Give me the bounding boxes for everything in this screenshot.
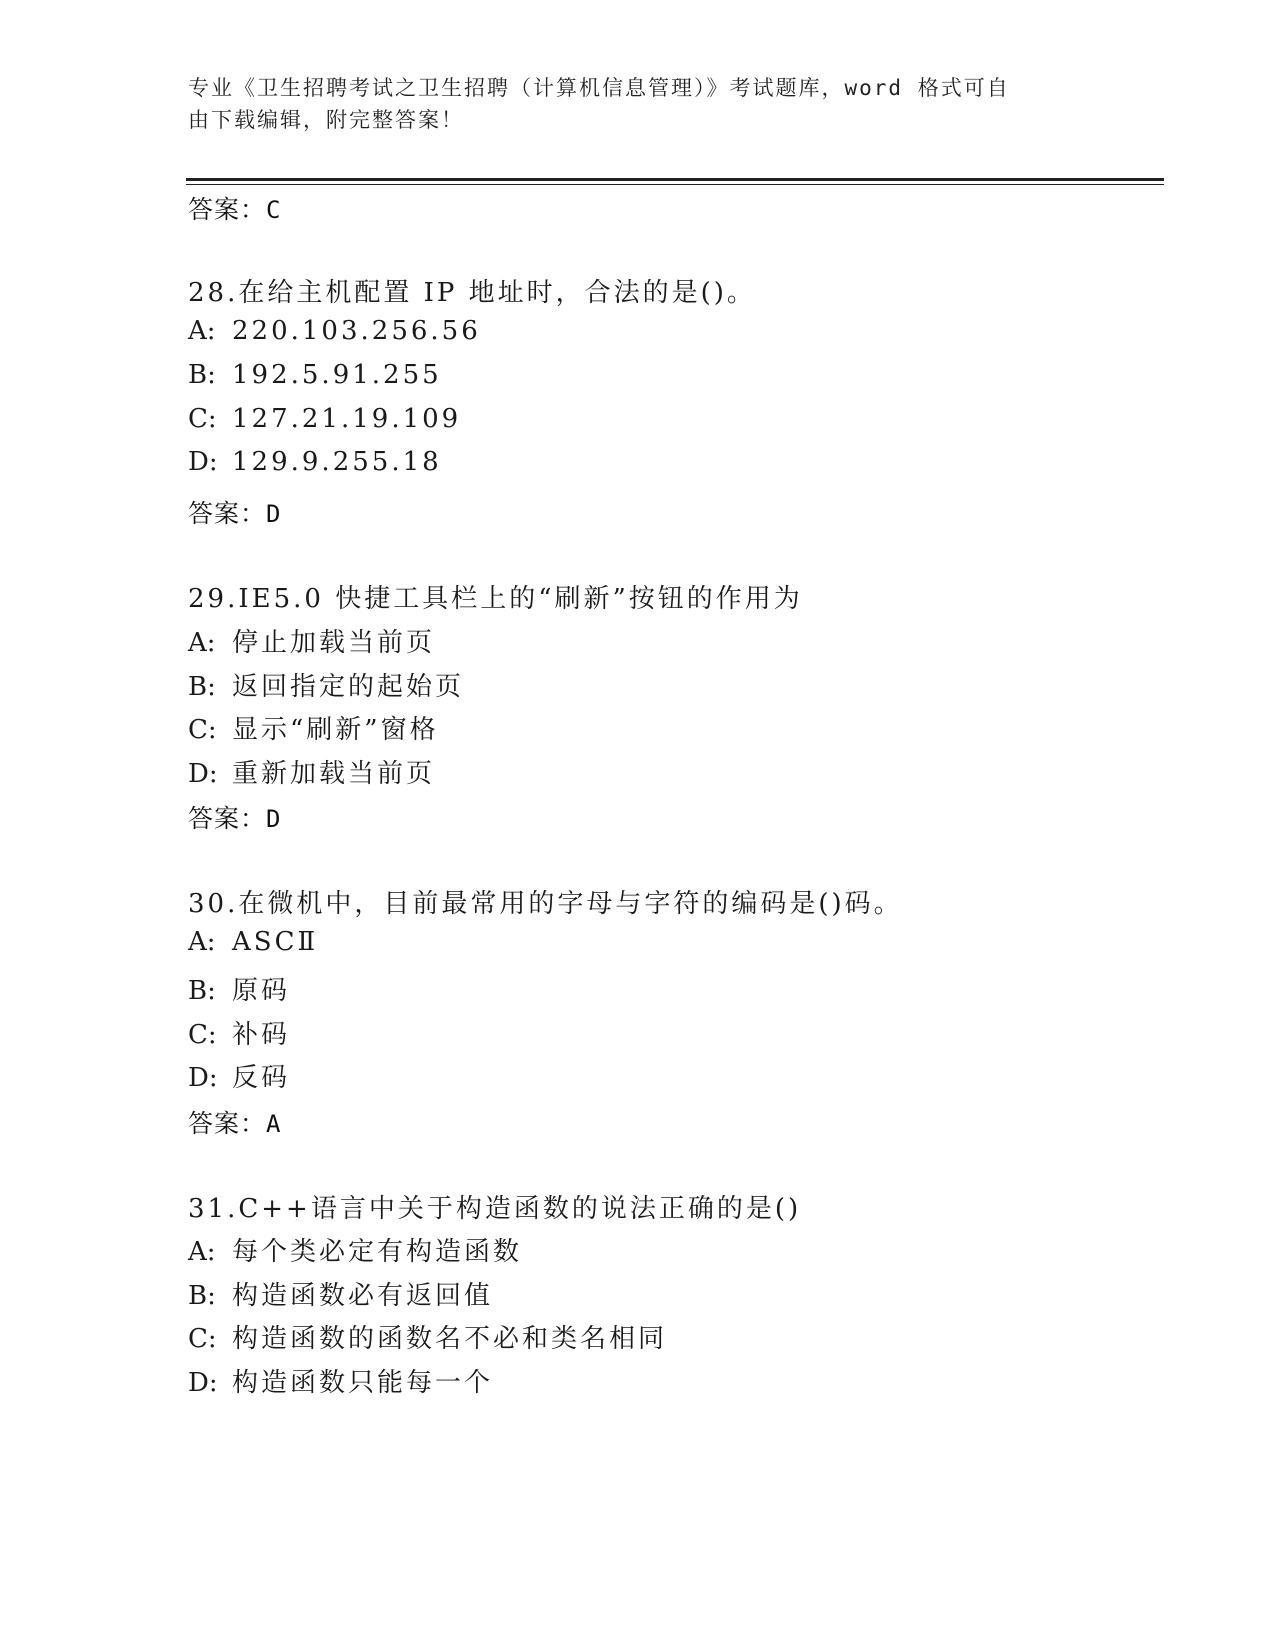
answer-label: 答案： (188, 1109, 267, 1138)
option-text: 每个类必定有构造函数 (232, 1237, 523, 1267)
option-key: C: (188, 1020, 217, 1050)
option-text: 220.103.256.56 (232, 316, 481, 346)
option-text: 129.9.255.18 (232, 447, 442, 477)
option-text: 停止加载当前页 (232, 628, 436, 658)
header-divider-thin (186, 184, 1164, 185)
question-29-option-d (188, 753, 435, 790)
answer-28 (188, 494, 281, 530)
question-31-option-b (188, 1275, 493, 1312)
answer-label: 答案： (188, 804, 267, 833)
question-30-stem: 30.在微机中，目前最常用的字母与字符的编码是()码。 (188, 889, 903, 919)
answer-30 (188, 1104, 281, 1140)
option-key: D: (188, 1368, 218, 1398)
question-29-option-c (188, 709, 439, 746)
option-text: 反码 (232, 1063, 291, 1093)
question-31-option-a (188, 1231, 522, 1268)
option-text: 原码 (232, 976, 291, 1006)
question-28-option-b (188, 360, 442, 390)
option-text: 192.5.91.255 (232, 360, 442, 390)
question-29-option-a (188, 622, 435, 659)
question-28-option-a (188, 316, 481, 346)
answer-value: D (266, 500, 282, 528)
option-text: 127.21.19.109 (232, 404, 462, 434)
question-31-option-c (188, 1318, 667, 1355)
question-30-option-d (188, 1057, 290, 1094)
option-key: C: (188, 1324, 217, 1354)
answer-value: C (266, 196, 282, 224)
option-key: B: (188, 976, 216, 1006)
question-31-option-d (188, 1362, 493, 1399)
question-29-option-b (188, 666, 464, 703)
option-key: A: (188, 628, 216, 658)
answer-label: 答案： (188, 499, 267, 528)
option-key: A: (188, 316, 216, 346)
option-key: D: (188, 1063, 218, 1093)
option-key: B: (188, 1281, 216, 1311)
option-key: A: (188, 1237, 216, 1267)
option-key: C: (188, 715, 217, 745)
option-text: 补码 (232, 1020, 291, 1050)
question-28-option-d (188, 447, 442, 477)
header-line-1: 专业《卫生招聘考试之卫生招聘（计算机信息管理）》考试题库，word 格式可自 (188, 76, 1010, 100)
option-key: B: (188, 672, 216, 702)
option-key: D: (188, 759, 218, 789)
question-31-stem: 31.C++语言中关于构造函数的说法正确的是() (188, 1194, 802, 1224)
answer-29 (188, 799, 281, 835)
option-text: 重新加载当前页 (232, 759, 436, 789)
option-key: D: (188, 447, 218, 477)
question-28-option-c (188, 404, 461, 434)
question-28-stem: 28.在给主机配置 IP 地址时，合法的是()。 (188, 278, 756, 308)
question-30-option-c (188, 1014, 290, 1051)
answer-value: A (266, 1110, 282, 1138)
option-text: 构造函数的函数名不必和类名相同 (232, 1324, 668, 1354)
option-text: 显示“刷新”窗格 (232, 715, 439, 745)
option-text: 构造函数必有返回值 (232, 1281, 494, 1311)
option-text: 返回指定的起始页 (232, 672, 465, 702)
header-divider-thick (186, 178, 1164, 181)
header-line-2: 由下载编辑，附完整答案！ (188, 108, 464, 132)
option-key: C: (188, 404, 217, 434)
option-key: A: (188, 927, 216, 957)
question-30-option-b (188, 970, 290, 1007)
question-30-option-a (188, 927, 318, 957)
answer-27 (188, 190, 281, 226)
answer-label: 答案： (188, 195, 267, 224)
answer-value: D (266, 805, 282, 833)
option-text: ASCⅡ (232, 927, 319, 957)
question-29-stem: 29.IE5.0 快捷工具栏上的“刷新”按钮的作用为 (188, 584, 803, 614)
option-text: 构造函数只能每一个 (232, 1368, 494, 1398)
document-header (188, 72, 1068, 136)
option-key: B: (188, 360, 216, 390)
